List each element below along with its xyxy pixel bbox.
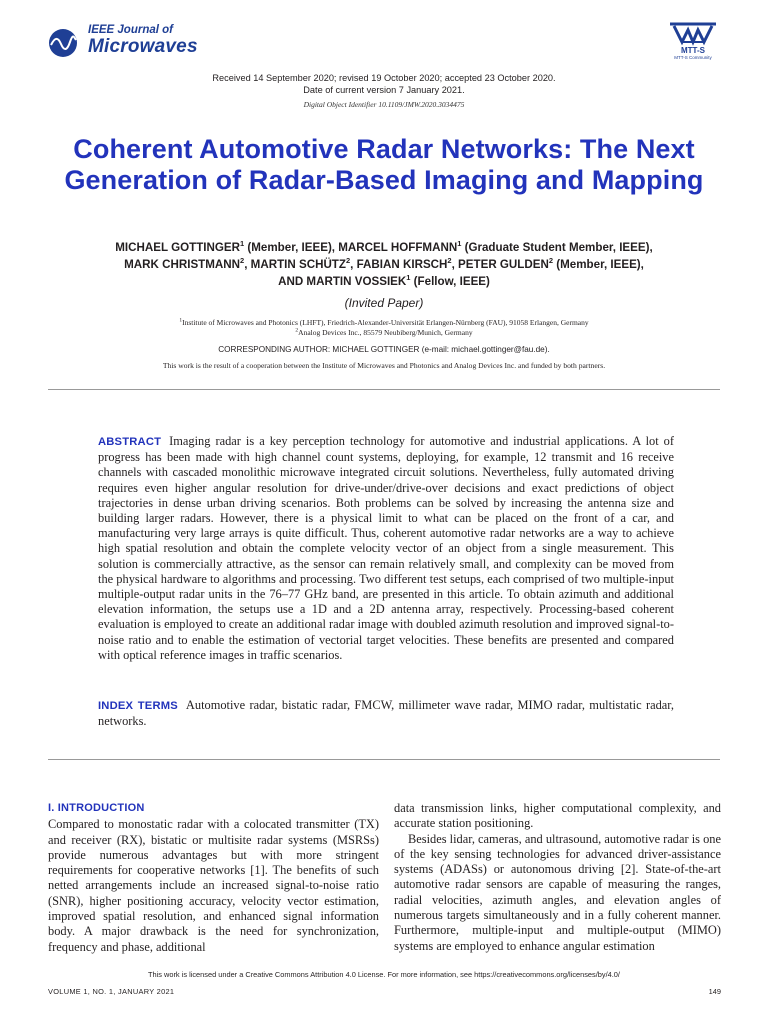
abstract xyxy=(98,434,674,663)
author-name: MARCEL HOFFMANN xyxy=(338,241,458,254)
society-logo xyxy=(664,20,722,62)
author-affil-sup: 2 xyxy=(345,256,351,266)
volume-info: VOLUME 1, NO. 1, JANUARY 2021 xyxy=(48,987,175,996)
section-heading: I. INTRODUCTION xyxy=(48,802,145,814)
affiliation-2 xyxy=(0,328,768,338)
author-name: AND MARTIN VOSSIEK xyxy=(278,275,407,288)
left-column xyxy=(48,801,379,955)
author-role: (Member, IEEE), xyxy=(553,258,644,271)
paragraph: Compared to monostatic radar with a colocated transmitter (TX) and receiver (RX), bistatic or multisite radar systems (MSRSs) provide numerous advantages but with more stringent requirements for cooperative networks [1]. The benefits of such netted arrangements include an increased signal-to-noise ratio (SNR), higher positioning accuracy, velocity vector estimation, improved spatial resolution, and enhanced signal information body. A major drawback is the need for synchronization, frequency and phase, additional xyxy=(48,817,379,954)
corresponding-author: CORRESPONDING AUTHOR: MICHAEL GOTTINGER (e-mail: michael.gottinger@fau.de). xyxy=(218,345,550,354)
journal-globe-icon xyxy=(48,28,78,58)
affiliation-1 xyxy=(0,318,768,328)
paragraph: Besides lidar, cameras, and ultrasound, automotive radar is one of the key sensing technologies for advanced driver-assistance systems (ADASs) or autonomous driving [2]. State-of-the-art automotive radar sensors are capable of measuring the ranges, radial velocities, azimuth angles, and elevation angles of numerous targets simultaneously and in a fully coherent manner. Furthermore, multiple-input and multiple-output (MIMO) systems are employed to enhance angular estimation xyxy=(394,831,721,953)
journal-logo xyxy=(48,24,228,62)
received-line: Received 14 September 2020; revised 19 October 2020; accepted 23 October 2020. xyxy=(212,73,556,83)
society-tagline: MTT-S Community xyxy=(674,55,712,60)
author-affil-sup: 1 xyxy=(457,239,462,249)
paper-title xyxy=(0,134,768,196)
author-affil-sup: 2 xyxy=(548,256,554,266)
author-affil-sup: 1 xyxy=(240,239,245,249)
mtts-emblem-icon xyxy=(664,20,722,46)
author-list xyxy=(0,239,768,290)
index-terms xyxy=(98,698,674,729)
author-line-3 xyxy=(0,273,768,290)
author-role: (Member, IEEE), xyxy=(244,241,339,254)
author-role: (Graduate Student Member, IEEE), xyxy=(461,241,653,254)
author-name: , FABIAN KIRSCH xyxy=(350,258,448,271)
page-number: 149 xyxy=(708,987,721,996)
author-affil-sup: 2 xyxy=(240,256,245,266)
author-affil-sup: 2 xyxy=(447,256,452,266)
paragraph: data transmission links, higher computational complexity, and accurate station positioning. xyxy=(394,801,721,831)
divider xyxy=(48,389,720,390)
invited-paper-label: (Invited Paper) xyxy=(344,296,424,310)
funding-note: This work is the result of a cooperation between the Institute of Microwaves and Photonics and Analog Devices Inc. and funded by both partners. xyxy=(162,361,606,370)
abstract-label: ABSTRACT xyxy=(98,436,162,448)
author-name: MICHAEL GOTTINGER xyxy=(115,241,241,254)
affil-sup: 2 xyxy=(295,327,299,334)
affil-sup: 1 xyxy=(179,317,183,324)
index-terms-text: Automotive radar, bistatic radar, FMCW, millimeter wave radar, MIMO radar, multistatic radar, networks. xyxy=(98,698,675,729)
author-line-1 xyxy=(0,239,768,256)
license-note: This work is licensed under a Creative Commons Attribution 4.0 License. For more information, see https://creativecommons.org/licenses/by/4.0/ xyxy=(148,970,620,979)
current-version-line: Date of current version 7 January 2021. xyxy=(303,85,465,95)
journal-name: Microwaves xyxy=(88,36,198,57)
society-logo-text: MTT-S xyxy=(681,46,705,55)
author-affil-sup: 1 xyxy=(406,273,411,283)
doi-line: Digital Object Identifier 10.1109/JMW.2020.3034475 xyxy=(303,100,465,109)
paper-title-text: Coherent Automotive Radar Networks: The Next Generation of Radar-Based Imaging and Mapping xyxy=(64,134,704,195)
abstract-text: Imaging radar is a key perception technology for automotive and industrial applications. A lot of progress has been made with high channel count systems, deploying, for example, 12 transmit and 16 receive channels with cascaded monolithic microwave integrated circuit solutions. Nevertheless, fully automated driving requires even higher angular resolution for drive-under/drive-over decisions and exact predictions of object trajectories in dense urban driving scenarios. Both problems can be solved by increasing the antenna size and building larger radars. However, there is a physical limit to what can be placed on the front of a car, and manufacturing very large arrays is quite difficult. Thus, coherent automotive radar networks are a way to achieve high spatial resolution and obtain the complete velocity vector of an object from a single measurement. This solution is commercially attractive, as the sensor can remain relatively small, and complexity can be moved from the physical hardware to algorithms and processing. Two different test setups, each comprised of two multiple-input multiple-output radar units in the 76–77 GHz band, are presented in this article. To obtain azimuth and additional elevation information, the setups use a 1D and a 2D antenna array, respectively. Processing-based coherent evaluation is employed to create an additional radar image with doubled azimuth resolution and improved signal-to-noise ratio and to enable the estimation of vectorial target velocities. These benefits are presented and compared with optical reference images in traffic scenarios. xyxy=(98,434,674,662)
author-line-2 xyxy=(0,256,768,273)
author-role: (Fellow, IEEE) xyxy=(410,275,490,288)
author-name: MARK CHRISTMANN xyxy=(124,258,241,271)
divider xyxy=(48,759,720,760)
journal-name-small: IEEE Journal of xyxy=(88,24,173,36)
affil-text: Analog Devices Inc., 85579 Neubiberg/Munich, Germany xyxy=(298,328,473,337)
author-name: , PETER GULDEN xyxy=(451,258,549,271)
submission-dates xyxy=(0,72,768,96)
author-name: , MARTIN SCHÜTZ xyxy=(244,258,346,271)
right-column xyxy=(394,801,721,954)
index-terms-label: INDEX TERMS xyxy=(98,700,178,712)
affil-text: Institute of Microwaves and Photonics (LHFT), Friedrich-Alexander-Universität Erlangen-Nürnberg (FAU), 91058 Erlangen, Germany xyxy=(182,318,589,327)
affiliations xyxy=(0,318,768,338)
